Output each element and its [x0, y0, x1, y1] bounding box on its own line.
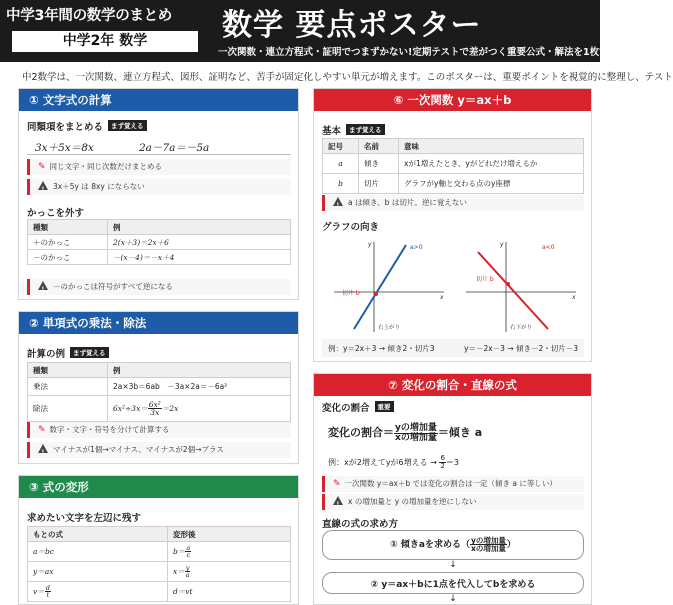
parentheses-table: 種類 例 ＋のかっこ 2(x＋3)＝2x＋6 －のかっこ －(x－4)＝－x＋4 [27, 219, 291, 265]
graph-positive-slope [324, 237, 452, 337]
table-row: y＝ax x＝ $\frac{y}{a}$ [28, 562, 291, 582]
equation-like-terms-1: 3x＋5x＝8x [35, 142, 94, 154]
table-row: a 傾き xが1増えたとき、yがどれだけ増えるか [323, 154, 584, 174]
header-left [6, 4, 202, 52]
direction-label: 右上がり [378, 325, 401, 331]
subheading-graph-direction: グラフの向き [322, 222, 380, 233]
section-title: ② 単項式の乗法・除法 [19, 312, 298, 334]
intercept-label: 切片 b [342, 290, 360, 297]
section-linear-function [313, 88, 592, 362]
warning-note: !a は傾き、b は切片。逆に覚えない [322, 195, 584, 211]
warning-icon [38, 181, 48, 190]
poster-title: 数学 要点ポスター [222, 8, 482, 43]
subheading-line-equation: 直線の式の求め方 [322, 519, 399, 530]
warning-note: !x の増加量と y の増加量を逆にしない [322, 494, 584, 510]
section-title: ① 文字式の計算 [19, 89, 298, 111]
graph-caption-positive: 例：y＝2x＋3 → 傾き2・切片3 [328, 344, 435, 353]
table-row: 除法 6x²÷3x＝ $\frac{\text{6x²}}{3x}$ ＝2x [28, 396, 291, 422]
tip-note: ✎ 同じ文字・同じ次数だけまとめる [27, 159, 291, 175]
warning-note: !3x＋5y は 8xy にならない [27, 179, 291, 195]
subheading-rate: 変化の割合 重要 [322, 400, 394, 414]
pin-icon: ✎ [38, 425, 46, 435]
line-positive [354, 245, 406, 329]
warning-icon [333, 197, 343, 206]
intercept-label: 切片 b [476, 276, 494, 283]
pin-icon: ✎ [333, 479, 341, 489]
svg-text:x: x [572, 294, 576, 301]
section-rate-of-change [313, 373, 592, 605]
warning-icon [38, 444, 48, 453]
section-title: ⑥ 一次関数 y＝ax＋b [314, 89, 591, 111]
memorize-badge: まず覚える [108, 120, 147, 131]
important-badge: 重要 [375, 401, 394, 412]
rate-example: 例：xが2増えてyが6増える → $\frac{6}{2}$ ＝3 [328, 454, 460, 470]
poster-header [0, 0, 638, 62]
header-subtitle: 中学3年間の数学のまとめ [6, 8, 172, 24]
section-monomials [18, 311, 299, 464]
slope-label: a>0 [410, 244, 423, 251]
svg-text:y: y [500, 241, 504, 248]
arrow-down-icon: ↓ [449, 594, 457, 604]
transform-table: もとの式 変形後 a＝bc b＝ $\frac{a}{c}$ y＝ax x＝ $\frac{y}{a}$ v＝ $\frac{d}{t}$ d＝vt [27, 526, 291, 602]
table-row: v＝ $\frac{d}{t}$ d＝vt [28, 582, 291, 602]
equation-like-terms-2: 2a－7a＝－5a [139, 142, 210, 154]
section-title: ③ 式の変形 [19, 476, 298, 498]
table-row: －のかっこ －(x－4)＝－x＋4 [28, 250, 291, 265]
svg-text:x: x [440, 294, 444, 301]
graph-negative-slope [456, 237, 584, 337]
grade-label: 中学2年 数学 [12, 31, 198, 52]
intro-text: 中2数学は、一次関数、連立方程式、図形、証明など、苦手が固定化しやすい単元が増えます。このポスターは、重要ポイントを視覚的に整理し、テスト [22, 72, 673, 83]
poster-tagline: 一次関数・連立方程式・証明でつまずかない!定期テストで差がつく重要公式・解法を1枚で総整理 [218, 47, 638, 58]
step-2: ② y＝ax＋bに1点を代入してbを求める [370, 580, 536, 590]
section-transform [18, 475, 299, 605]
pin-icon: ✎ [38, 162, 46, 172]
warning-icon [333, 496, 343, 505]
slope-intercept-table: 記号 名前 意味 a 傾き xが1増えたとき、yがどれだけ増えるか b 切片 グラフがy軸と交わる点のy座標 [322, 138, 584, 194]
line-negative [478, 252, 548, 329]
graph-caption-negative: y＝－2x－3 → 傾き－2・切片－3 [464, 344, 579, 353]
slope-label: a<0 [542, 244, 555, 251]
subheading-parentheses: かっこを外す [27, 208, 85, 219]
subheading-examples: 計算の例 まず覚える [27, 346, 109, 360]
rate-formula: 変化の割合＝ $\frac{\text{yの増加量}}{\text{xの増加量}}$ ＝傾き a [328, 422, 483, 443]
memorize-badge: まず覚える [70, 347, 109, 358]
table-row: a＝bc b＝ $\frac{a}{c}$ [28, 542, 291, 562]
table-row: 乗法 2a×3b＝6ab －3a×2a＝－6a² [28, 378, 291, 396]
subheading-like-terms: 同類項をまとめる まず覚える [27, 119, 147, 133]
warning-icon [38, 281, 48, 290]
warning-note: !マイナスが1個→マイナス、マイナスが2個→プラス [27, 442, 291, 458]
arrow-down-icon: ↓ [449, 560, 457, 570]
tip-note: ✎ 数字・文字・符号を分けて計算する [27, 422, 291, 438]
intercept-point [506, 282, 510, 286]
section-expressions [18, 88, 299, 300]
intercept-point [374, 292, 378, 296]
step-1: ① 傾きaを求める（ $\frac{\text{yの増加量}}{\text{xの増加量}}$ ） [390, 535, 516, 553]
svg-text:y: y [368, 241, 372, 248]
table-row: ＋のかっこ 2(x＋3)＝2x＋6 [28, 235, 291, 250]
table-row: b 切片 グラフがy軸と交わる点のy座標 [323, 174, 584, 194]
memorize-badge: まず覚える [346, 124, 385, 135]
subheading-solve-for: 求めたい文字を左辺に残す [27, 513, 142, 524]
direction-label: 右下がり [510, 325, 533, 331]
subheading-basics: 基本 まず覚える [322, 123, 385, 137]
monomial-table: 種類 例 乗法 2a×3b＝6ab －3a×2a＝－6a² 除法 6x²÷3x＝ $\frac{\text{6x²}}{3x}$ ＝2x [27, 362, 291, 422]
warning-note: !－のかっこは符号がすべて逆になる [27, 279, 291, 295]
tip-note: ✎ 一次関数 y＝ax＋b では変化の割合は一定（傾き a に等しい） [322, 476, 584, 492]
section-title: ⑦ 変化の割合・直線の式 [314, 374, 591, 396]
